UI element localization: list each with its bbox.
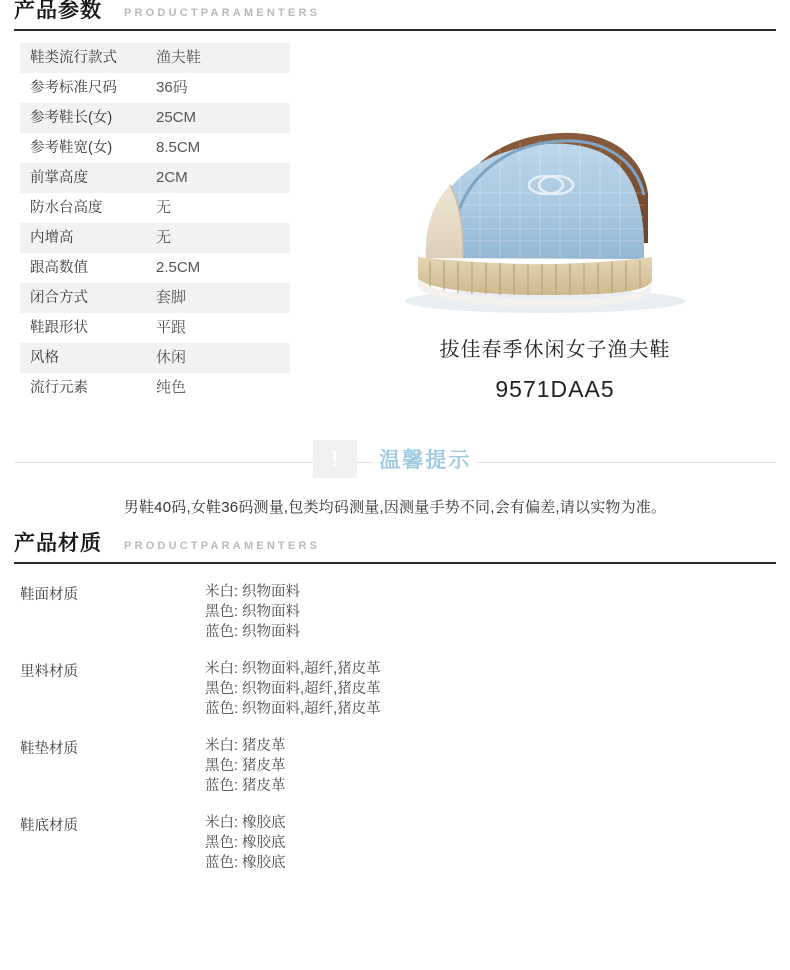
param-key: 防水台高度	[20, 193, 140, 223]
param-value: 2.5CM	[140, 253, 290, 283]
tips-block	[0, 440, 790, 517]
param-key: 前掌高度	[20, 163, 140, 193]
param-key: 鞋跟形状	[20, 313, 140, 343]
material-label: 鞋面材质	[20, 587, 78, 603]
param-key: 参考鞋长(女)	[20, 103, 140, 133]
param-key: 闭合方式	[20, 283, 140, 313]
param-key: 内增高	[20, 223, 140, 253]
params-heading-rule	[14, 29, 776, 31]
param-key: 参考鞋宽(女)	[20, 133, 140, 163]
table-row	[20, 253, 290, 283]
table-row	[20, 373, 290, 403]
param-value: 25CM	[140, 103, 290, 133]
product-name: 拔佳春季休闲女子渔夫鞋	[439, 339, 671, 361]
param-value: 套脚	[140, 283, 290, 313]
param-value: 无	[140, 193, 290, 223]
material-section	[0, 533, 790, 890]
material-value-line: 米白: 猪皮革	[205, 738, 286, 754]
param-value: 2CM	[140, 163, 290, 193]
material-title-en: PRODUCTPARAMENTERS	[124, 540, 321, 552]
param-value: 36码	[140, 73, 290, 103]
material-value-line: 黑色: 织物面料	[205, 604, 301, 620]
exclamation-icon: !	[313, 440, 357, 478]
table-row	[20, 133, 290, 163]
param-key: 鞋类流行款式	[20, 43, 140, 73]
param-value: 休闲	[140, 343, 290, 373]
param-value: 纯色	[140, 373, 290, 403]
material-label: 鞋垫材质	[20, 741, 78, 757]
material-title-cn: 产品材质	[14, 532, 102, 555]
material-value-line: 米白: 织物面料,超纤,猪皮革	[205, 661, 381, 677]
param-value: 渔夫鞋	[140, 43, 290, 73]
material-value-line: 黑色: 橡胶底	[205, 835, 286, 851]
parameters-table	[20, 43, 290, 403]
material-values	[205, 582, 300, 642]
table-row	[20, 163, 290, 193]
param-value: 8.5CM	[140, 133, 290, 163]
material-row	[20, 582, 770, 642]
material-values	[205, 736, 286, 796]
material-value-line: 蓝色: 橡胶底	[205, 855, 286, 871]
material-value-line: 黑色: 猪皮革	[205, 758, 286, 774]
product-image	[330, 43, 780, 343]
params-title-cn: 产品参数	[14, 0, 102, 22]
product-block	[330, 43, 780, 403]
material-value-line: 米白: 橡胶底	[205, 815, 286, 831]
tips-badge	[313, 440, 477, 478]
material-value-line: 黑色: 织物面料,超纤,猪皮革	[205, 681, 381, 697]
param-key: 参考标准尺码	[20, 73, 140, 103]
params-content	[0, 43, 790, 403]
param-key: 跟高数值	[20, 253, 140, 283]
table-row	[20, 283, 290, 313]
table-row	[20, 313, 290, 343]
material-value-line: 米白: 织物面料	[205, 584, 301, 600]
table-row	[20, 103, 290, 133]
table-row	[20, 43, 290, 73]
table-row	[20, 193, 290, 223]
tips-title: 温馨提示	[373, 444, 477, 474]
material-values	[205, 813, 286, 873]
tips-text: 男鞋40码,女鞋36码测量,包类均码测量,因测量手势不同,会有偏差,请以实物为准。	[123, 499, 667, 516]
material-list	[0, 582, 790, 873]
table-row	[20, 343, 290, 373]
material-row	[20, 736, 770, 796]
table-row	[20, 223, 290, 253]
shoe-illustration	[330, 43, 780, 343]
material-section-heading	[0, 533, 790, 557]
param-value: 无	[140, 223, 290, 253]
param-key: 风格	[20, 343, 140, 373]
material-row	[20, 659, 770, 719]
material-value-line: 蓝色: 织物面料	[205, 624, 301, 640]
material-row	[20, 813, 770, 873]
params-section-heading	[0, 0, 790, 24]
table-row	[20, 73, 290, 103]
material-label: 里料材质	[20, 664, 78, 680]
material-values	[205, 659, 381, 719]
param-value: 平跟	[140, 313, 290, 343]
material-value-line: 蓝色: 猪皮革	[205, 778, 286, 794]
material-value-line: 蓝色: 织物面料,超纤,猪皮革	[205, 701, 381, 717]
params-title-en: PRODUCTPARAMENTERS	[124, 7, 321, 19]
material-label: 鞋底材质	[20, 818, 78, 834]
product-code: 9571DAA5	[495, 376, 615, 402]
material-heading-rule	[14, 562, 776, 564]
param-key: 流行元素	[20, 373, 140, 403]
